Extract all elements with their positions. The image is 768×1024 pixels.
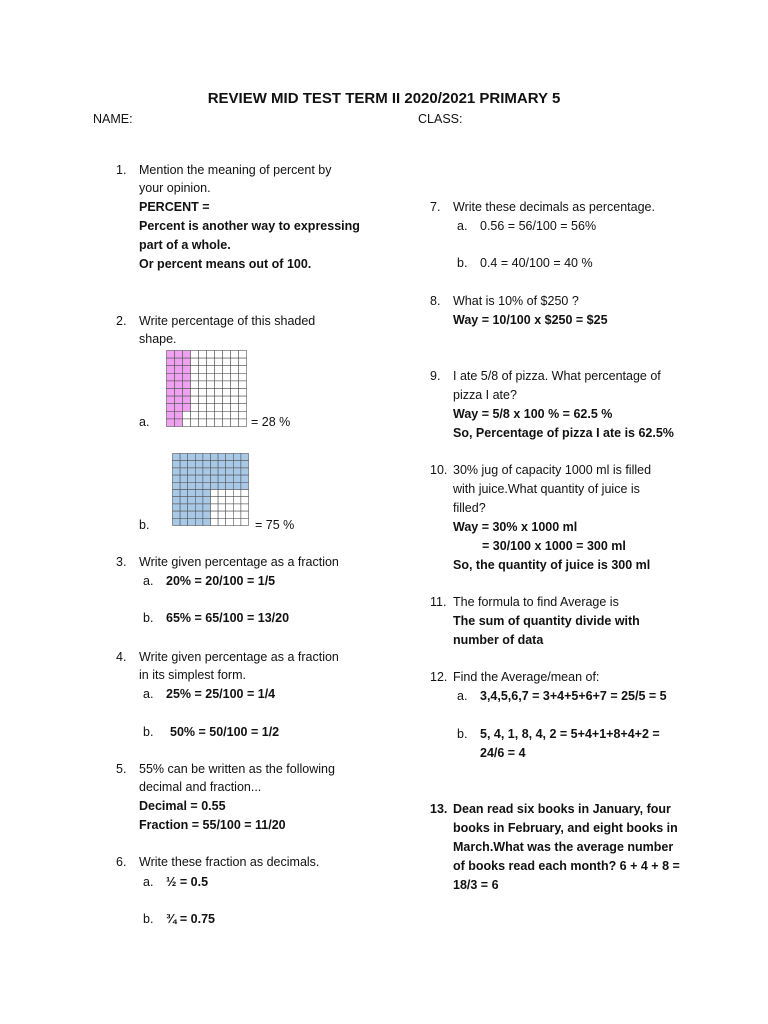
grid-cell (180, 511, 188, 518)
grid-cell (180, 475, 188, 482)
question-text: Find the Average/mean of: (453, 670, 600, 684)
answer-text: March.What was the average number (453, 840, 674, 854)
grid-cell (241, 482, 249, 489)
answer-text: 50% = 50/100 = 1/2 (170, 725, 280, 739)
question-text: your opinion. (139, 181, 211, 195)
grid-cell (195, 497, 203, 504)
answer-text: 65% = 65/100 = 13/20 (166, 611, 290, 625)
grid-cell (167, 366, 175, 374)
question-text: with juice.What quantity of juice is (453, 482, 640, 496)
grid-cell (239, 389, 247, 397)
grid-cell (173, 497, 181, 504)
grid-cell (233, 518, 241, 525)
grid-cell (226, 454, 234, 461)
grid-cell (223, 373, 231, 381)
grid-cell (199, 373, 207, 381)
grid-cell (173, 468, 181, 475)
grid-cell (203, 475, 211, 482)
grid-cell (195, 461, 203, 468)
grid-cell (207, 358, 215, 366)
question-number: 9. (430, 369, 441, 383)
grid-cell (183, 366, 191, 374)
grid-cell (218, 490, 226, 497)
grid-cell (215, 366, 223, 374)
grid-cell (183, 411, 191, 419)
grid-cell (223, 366, 231, 374)
answer-text: Way = 5/8 x 100 % = 62.5 % (453, 407, 613, 421)
question-number: 6. (116, 855, 127, 869)
grid-cell (188, 468, 196, 475)
grid-cell (199, 381, 207, 389)
grid-cell (239, 404, 247, 412)
grid-cell (231, 419, 239, 427)
answer-text: Dean read six books in January, four (453, 802, 671, 816)
option-label: a. (457, 219, 468, 233)
grid-cell (175, 419, 183, 427)
grid-cell (215, 411, 223, 419)
grid-cell (211, 504, 219, 511)
grid-cell (207, 404, 215, 412)
grid-cell (203, 482, 211, 489)
grid-cell (188, 490, 196, 497)
answer-text: So, Percentage of pizza I ate is 62.5% (453, 426, 674, 440)
grid-cell (239, 396, 247, 404)
grid-cell (180, 461, 188, 468)
answer-text: 25% = 25/100 = 1/4 (166, 687, 276, 701)
answer-text: = 30/100 x 1000 = 300 ml (482, 539, 626, 553)
grid-cell (241, 497, 249, 504)
page-title: REVIEW MID TEST TERM II 2020/2021 PRIMARY 5 (207, 90, 561, 107)
answer-text: 20% = 20/100 = 1/5 (166, 574, 276, 588)
grid-cell (241, 518, 249, 525)
grid-cell (195, 490, 203, 497)
question-text: pizza I ate? (453, 388, 517, 402)
grid-cell (239, 366, 247, 374)
grid-cell (211, 454, 219, 461)
answer-text: books in February, and eight books in (453, 821, 678, 835)
grid-cell (207, 381, 215, 389)
answer-text: Way = 10/100 x $250 = $25 (453, 313, 608, 327)
grid-cell (215, 404, 223, 412)
grid-cell (231, 396, 239, 404)
grid-cell (218, 475, 226, 482)
grid-cell (199, 351, 207, 359)
grid-cell (180, 497, 188, 504)
grid-cell (183, 419, 191, 427)
grid-cell (191, 404, 199, 412)
answer-text: The sum of quantity divide with (453, 614, 640, 628)
option-label: b. (457, 727, 468, 741)
grid-cell (203, 504, 211, 511)
grid-cell (183, 351, 191, 359)
grid-cell (180, 482, 188, 489)
grid-cell (175, 389, 183, 397)
option-label: b. (457, 256, 468, 270)
grid-cell (167, 351, 175, 359)
grid-cell (199, 396, 207, 404)
grid-cell (203, 468, 211, 475)
question-number: 12. (430, 670, 448, 684)
answer-text: 0.4 = 40/100 = 40 % (480, 256, 593, 270)
grid-cell (239, 419, 247, 427)
grid-cell (203, 511, 211, 518)
grid-cell (231, 351, 239, 359)
grid-cell (241, 511, 249, 518)
answer-text: = 75 % (255, 518, 295, 532)
grid-cell (226, 497, 234, 504)
grid-cell (233, 454, 241, 461)
grid-cell (239, 373, 247, 381)
grid-cell (215, 351, 223, 359)
grid-cell (191, 351, 199, 359)
grid-cell (241, 504, 249, 511)
grid-cell (211, 482, 219, 489)
shaded-grid-a (166, 350, 248, 428)
grid-cell (173, 504, 181, 511)
grid-cell (218, 511, 226, 518)
grid-cell (175, 404, 183, 412)
grid-cell (191, 373, 199, 381)
grid-cell (233, 475, 241, 482)
grid-cell (195, 475, 203, 482)
grid-cell (173, 482, 181, 489)
grid-cell (183, 373, 191, 381)
grid-cell (239, 381, 247, 389)
grid-cell (226, 482, 234, 489)
answer-text: 24/6 = 4 (480, 746, 526, 760)
answer-text: Fraction = 55/100 = 11/20 (139, 818, 286, 832)
answer-text: of books read each month? 6 + 4 + 8 = (453, 859, 680, 873)
grid-cell (183, 404, 191, 412)
grid-cell (167, 419, 175, 427)
grid-cell (167, 411, 175, 419)
grid-cell (199, 411, 207, 419)
grid-cell (207, 351, 215, 359)
grid-cell (223, 381, 231, 389)
grid-cell (223, 358, 231, 366)
answer-text: = 28 % (251, 415, 291, 429)
grid-cell (211, 511, 219, 518)
grid-cell (226, 518, 234, 525)
grid-cell (199, 404, 207, 412)
grid-cell (191, 389, 199, 397)
grid-cell (233, 504, 241, 511)
grid-cell (231, 381, 239, 389)
grid-cell (175, 411, 183, 419)
question-text: Write these decimals as percentage. (453, 200, 655, 214)
name-label: NAME: (93, 112, 133, 126)
grid-cell (211, 468, 219, 475)
option-label: a. (139, 415, 150, 429)
grid-cell (173, 511, 181, 518)
question-number: 5. (116, 762, 127, 776)
answer-text: 3,4,5,6,7 = 3+4+5+6+7 = 25/5 = 5 (480, 689, 667, 703)
grid-cell (175, 358, 183, 366)
question-number: 11. (430, 595, 447, 609)
grid-cell (203, 490, 211, 497)
grid-cell (188, 518, 196, 525)
grid-cell (223, 411, 231, 419)
grid-cell (239, 351, 247, 359)
answer-text: Decimal = 0.55 (139, 799, 226, 813)
grid-cell (218, 461, 226, 468)
question-number: 2. (116, 314, 127, 328)
grid-cell (180, 468, 188, 475)
question-text: Mention the meaning of percent by (139, 163, 332, 177)
option-label: b. (143, 912, 154, 926)
answer-text: PERCENT = (139, 200, 210, 214)
grid-cell (231, 358, 239, 366)
grid-cell (183, 396, 191, 404)
question-text: What is 10% of $250 ? (453, 294, 579, 308)
grid-cell (173, 490, 181, 497)
grid-cell (211, 497, 219, 504)
option-label: a. (143, 687, 154, 701)
grid-cell (188, 482, 196, 489)
grid-cell (203, 518, 211, 525)
grid-cell (218, 504, 226, 511)
grid-cell (203, 497, 211, 504)
answer-text: So, the quantity of juice is 300 ml (453, 558, 651, 572)
grid-cell (167, 381, 175, 389)
question-text: Write given percentage as a fraction (139, 650, 339, 664)
grid-cell (195, 518, 203, 525)
grid-cell (183, 358, 191, 366)
grid-cell (183, 389, 191, 397)
grid-cell (199, 419, 207, 427)
grid-cell (226, 468, 234, 475)
question-text: in its simplest form. (139, 668, 246, 682)
question-text: 30% jug of capacity 1000 ml is filled (453, 463, 652, 477)
grid-cell (218, 482, 226, 489)
option-label: b. (139, 518, 150, 532)
grid-cell (233, 482, 241, 489)
grid-cell (233, 468, 241, 475)
grid-cell (188, 511, 196, 518)
grid-cell (183, 381, 191, 389)
grid-cell (199, 358, 207, 366)
question-number: 8. (430, 294, 441, 308)
question-text: shape. (139, 332, 177, 346)
grid-cell (207, 389, 215, 397)
grid-cell (239, 358, 247, 366)
grid-cell (215, 358, 223, 366)
grid-cell (195, 511, 203, 518)
grid-cell (223, 419, 231, 427)
grid-cell (241, 454, 249, 461)
grid-cell (231, 389, 239, 397)
question-number: 1. (116, 163, 127, 177)
answer-text: 18/3 = 6 (453, 878, 499, 892)
grid-cell (191, 358, 199, 366)
grid-cell (233, 511, 241, 518)
grid-cell (207, 373, 215, 381)
grid-cell (223, 389, 231, 397)
grid-cell (167, 358, 175, 366)
grid-cell (218, 468, 226, 475)
shaded-grid-b (172, 453, 250, 527)
grid-cell (211, 518, 219, 525)
grid-cell (241, 490, 249, 497)
grid-cell (191, 419, 199, 427)
grid-cell (231, 411, 239, 419)
grid-cell (207, 411, 215, 419)
question-text: Write these fraction as decimals. (139, 855, 320, 869)
grid-cell (239, 411, 247, 419)
grid-cell (173, 461, 181, 468)
grid-cell (241, 468, 249, 475)
question-text: decimal and fraction... (139, 780, 262, 794)
grid-cell (175, 366, 183, 374)
grid-cell (175, 351, 183, 359)
grid-cell (173, 475, 181, 482)
grid-cell (188, 504, 196, 511)
grid-cell (191, 411, 199, 419)
grid-cell (199, 366, 207, 374)
answer-text: number of data (453, 633, 544, 647)
grid-cell (233, 461, 241, 468)
grid-cell (226, 490, 234, 497)
grid-cell (173, 454, 181, 461)
grid-cell (191, 396, 199, 404)
grid-cell (226, 511, 234, 518)
grid-cell (195, 504, 203, 511)
answer-text: Way = 30% x 1000 ml (453, 520, 578, 534)
question-number: 4. (116, 650, 127, 664)
grid-cell (215, 381, 223, 389)
grid-cell (203, 454, 211, 461)
question-number: 13. (430, 802, 448, 816)
grid-cell (218, 518, 226, 525)
grid-cell (218, 454, 226, 461)
grid-cell (215, 419, 223, 427)
answer-text: Percent is another way to expressing (139, 219, 360, 233)
grid-cell (231, 366, 239, 374)
grid-cell (188, 454, 196, 461)
question-text: 55% can be written as the following (139, 762, 335, 776)
grid-cell (215, 373, 223, 381)
grid-cell (195, 482, 203, 489)
grid-cell (175, 381, 183, 389)
option-label: a. (457, 689, 468, 703)
grid-cell (226, 504, 234, 511)
grid-cell (226, 475, 234, 482)
grid-cell (175, 373, 183, 381)
grid-cell (167, 404, 175, 412)
grid-cell (203, 461, 211, 468)
grid-cell (188, 497, 196, 504)
grid-cell (199, 389, 207, 397)
grid-cell (241, 461, 249, 468)
option-label: a. (143, 875, 154, 889)
grid-cell (211, 475, 219, 482)
grid-cell (223, 396, 231, 404)
grid-cell (173, 518, 181, 525)
grid-cell (180, 504, 188, 511)
question-text: The formula to find Average is (453, 595, 619, 609)
grid-cell (195, 468, 203, 475)
answer-text: part of a whole. (139, 238, 231, 252)
question-text: Write given percentage as a fraction (139, 555, 339, 569)
answer-text: ¾ = 0.75 (166, 912, 215, 926)
grid-cell (191, 381, 199, 389)
question-text: I ate 5/8 of pizza. What percentage of (453, 369, 661, 383)
grid-cell (191, 366, 199, 374)
grid-cell (175, 396, 183, 404)
grid-cell (167, 389, 175, 397)
option-label: b. (143, 611, 154, 625)
question-text: filled? (453, 501, 486, 515)
grid-cell (167, 373, 175, 381)
class-label: CLASS: (418, 112, 463, 126)
grid-cell (211, 461, 219, 468)
option-label: b. (143, 725, 154, 739)
question-number: 3. (116, 555, 127, 569)
answer-text: 5, 4, 1, 8, 4, 2 = 5+4+1+8+4+2 = (480, 727, 660, 741)
grid-cell (195, 454, 203, 461)
grid-cell (241, 475, 249, 482)
grid-cell (180, 490, 188, 497)
grid-cell (180, 518, 188, 525)
question-number: 7. (430, 200, 441, 214)
answer-text: 0.56 = 56/100 = 56% (480, 219, 597, 233)
question-text: Write percentage of this shaded (139, 314, 316, 328)
grid-cell (218, 497, 226, 504)
grid-cell (233, 490, 241, 497)
grid-cell (207, 396, 215, 404)
grid-cell (207, 366, 215, 374)
grid-cell (167, 396, 175, 404)
answer-text: ½ = 0.5 (166, 875, 209, 889)
grid-cell (223, 404, 231, 412)
grid-cell (226, 461, 234, 468)
question-number: 10. (430, 463, 448, 477)
grid-cell (233, 497, 241, 504)
grid-cell (188, 461, 196, 468)
grid-cell (215, 389, 223, 397)
answer-text: Or percent means out of 100. (139, 257, 312, 271)
grid-cell (231, 404, 239, 412)
grid-cell (188, 475, 196, 482)
grid-cell (207, 419, 215, 427)
grid-cell (231, 373, 239, 381)
grid-cell (223, 351, 231, 359)
grid-cell (215, 396, 223, 404)
option-label: a. (143, 574, 154, 588)
grid-cell (180, 454, 188, 461)
grid-cell (211, 490, 219, 497)
